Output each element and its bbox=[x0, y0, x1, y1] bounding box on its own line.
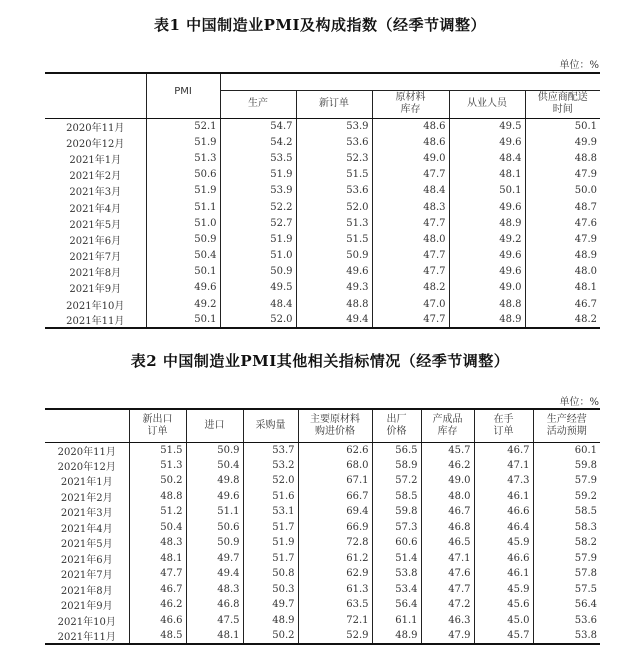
table2-value-cell: 66.7 bbox=[298, 489, 372, 505]
table2-date-cell: 2021年7月 bbox=[60, 570, 113, 582]
table2-value-cell: 46.8 bbox=[421, 520, 474, 536]
table2-value-cell: 45.7 bbox=[474, 628, 533, 644]
table1-date-cell: 2021年1月 bbox=[69, 154, 122, 166]
table2-value-cell: 58.5 bbox=[372, 489, 421, 505]
table2-value-cell: 50.8 bbox=[243, 566, 298, 582]
table2-title: 表2 中国制造业PMI其他相关指标情况（经季节调整） bbox=[130, 352, 510, 370]
table1-value-cell: 48.8 bbox=[296, 296, 372, 312]
table2-value-cell: 61.2 bbox=[298, 551, 372, 567]
table2-date-cell: 2021年10月 bbox=[57, 616, 116, 628]
table1-pmi-components bbox=[45, 72, 600, 329]
table2-value-cell: 52.9 bbox=[298, 628, 372, 644]
table2-value-cell: 45.0 bbox=[474, 613, 533, 629]
table2-value-cell: 58.3 bbox=[533, 520, 600, 536]
table2-value-cell: 60.1 bbox=[533, 442, 600, 458]
table1-value-cell: 48.3 bbox=[372, 199, 449, 215]
table1-value-cell: 48.1 bbox=[525, 280, 600, 296]
table2-value-cell: 50.2 bbox=[243, 628, 298, 644]
table2-value-cell: 47.7 bbox=[129, 566, 186, 582]
table1-value-cell: 48.6 bbox=[372, 134, 449, 150]
table1-value-cell: 51.9 bbox=[220, 167, 296, 183]
table2-row bbox=[45, 613, 600, 629]
table2-row bbox=[45, 597, 600, 613]
table1-value-cell: 49.2 bbox=[449, 231, 525, 247]
table1-row bbox=[45, 118, 600, 134]
table1-value-cell: 47.9 bbox=[525, 167, 600, 183]
table1-value-cell: 49.2 bbox=[146, 296, 220, 312]
table2-value-cell: 63.5 bbox=[298, 597, 372, 613]
table2-value-cell: 48.3 bbox=[129, 535, 186, 551]
table1-value-cell: 47.7 bbox=[372, 248, 449, 264]
table2-value-cell: 59.8 bbox=[372, 504, 421, 520]
table2-row bbox=[45, 520, 600, 536]
table1-row bbox=[45, 248, 600, 264]
table1-value-cell: 48.0 bbox=[372, 231, 449, 247]
table1-value-cell: 51.9 bbox=[146, 134, 220, 150]
table1-header-corner bbox=[45, 73, 146, 118]
table1-row bbox=[45, 296, 600, 312]
table1-value-cell: 51.3 bbox=[296, 215, 372, 231]
table1-value-cell: 48.1 bbox=[449, 167, 525, 183]
table2-value-cell: 51.1 bbox=[186, 504, 243, 520]
table2-date-cell: 2021年9月 bbox=[60, 601, 113, 613]
table1-value-cell: 47.0 bbox=[372, 296, 449, 312]
table1-value-cell: 50.9 bbox=[146, 231, 220, 247]
table1-value-cell: 48.4 bbox=[372, 183, 449, 199]
table1-value-cell: 49.0 bbox=[449, 280, 525, 296]
table1-value-cell: 50.6 bbox=[146, 167, 220, 183]
table1-date-cell: 2021年6月 bbox=[69, 235, 122, 247]
table1-value-cell: 48.4 bbox=[449, 150, 525, 166]
table1-value-cell: 49.5 bbox=[449, 118, 525, 134]
table2-value-cell: 45.9 bbox=[474, 582, 533, 598]
table2-value-cell: 53.1 bbox=[243, 504, 298, 520]
table2-value-cell: 59.2 bbox=[533, 489, 600, 505]
table1-value-cell: 49.6 bbox=[449, 264, 525, 280]
table2-header-cell: 出厂 价格 bbox=[372, 409, 421, 442]
table2-value-cell: 45.7 bbox=[421, 442, 474, 458]
table2-value-cell: 51.7 bbox=[243, 520, 298, 536]
table1-header-raw-inventory: 原材料 库存 bbox=[372, 90, 449, 118]
table2-value-cell: 66.9 bbox=[298, 520, 372, 536]
table1-value-cell: 48.9 bbox=[449, 215, 525, 231]
table2-value-cell: 47.3 bbox=[474, 473, 533, 489]
table2-value-cell: 58.9 bbox=[372, 458, 421, 474]
table2-date-cell: 2021年5月 bbox=[60, 539, 113, 551]
table2-value-cell: 47.2 bbox=[421, 597, 474, 613]
table1-value-cell: 51.0 bbox=[146, 215, 220, 231]
table2-row bbox=[45, 551, 600, 567]
table2-header-cell: 生产经营 活动预期 bbox=[533, 409, 600, 442]
table1-header-pmi: PMI bbox=[146, 73, 220, 118]
table1-value-cell: 46.7 bbox=[525, 296, 600, 312]
table2-value-cell: 53.4 bbox=[372, 582, 421, 598]
table1-value-cell: 47.7 bbox=[372, 312, 449, 328]
table1-unit: 单位：% bbox=[559, 60, 599, 71]
table2-value-cell: 47.1 bbox=[474, 458, 533, 474]
table2-value-cell: 51.6 bbox=[243, 489, 298, 505]
table1-value-cell: 52.3 bbox=[296, 150, 372, 166]
table2-value-cell: 48.3 bbox=[186, 582, 243, 598]
table2-value-cell: 47.5 bbox=[186, 613, 243, 629]
table1-value-cell: 53.6 bbox=[296, 183, 372, 199]
table1-row bbox=[45, 280, 600, 296]
table1-date-cell: 2021年4月 bbox=[69, 203, 122, 215]
table2-value-cell: 56.4 bbox=[533, 597, 600, 613]
table2-value-cell: 49.4 bbox=[186, 566, 243, 582]
table1-value-cell: 52.2 bbox=[220, 199, 296, 215]
table2-date-cell: 2021年4月 bbox=[60, 523, 113, 535]
table1-header-spacer bbox=[220, 73, 600, 90]
table2-value-cell: 57.5 bbox=[533, 582, 600, 598]
table1-value-cell: 50.9 bbox=[220, 264, 296, 280]
table2-value-cell: 50.9 bbox=[186, 442, 243, 458]
table2-value-cell: 57.9 bbox=[533, 551, 600, 567]
table1-value-cell: 53.5 bbox=[220, 150, 296, 166]
table2-value-cell: 49.8 bbox=[186, 473, 243, 489]
table2-other-indicators bbox=[45, 408, 600, 645]
table1-value-cell: 53.9 bbox=[220, 183, 296, 199]
table2-header-cell: 产成品 库存 bbox=[421, 409, 474, 442]
table2-value-cell: 58.5 bbox=[533, 504, 600, 520]
table2-value-cell: 46.1 bbox=[474, 566, 533, 582]
table2-value-cell: 59.8 bbox=[533, 458, 600, 474]
table1-value-cell: 50.1 bbox=[146, 312, 220, 328]
table2-header-cell: 主要原材料 购进价格 bbox=[298, 409, 372, 442]
table1-value-cell: 49.0 bbox=[372, 150, 449, 166]
table2-value-cell: 46.7 bbox=[421, 504, 474, 520]
table2-value-cell: 45.6 bbox=[474, 597, 533, 613]
table1-row bbox=[45, 134, 600, 150]
table1-value-cell: 52.0 bbox=[220, 312, 296, 328]
table2-value-cell: 48.8 bbox=[129, 489, 186, 505]
table2-value-cell: 47.6 bbox=[421, 566, 474, 582]
table1-row bbox=[45, 150, 600, 166]
table2-value-cell: 47.7 bbox=[421, 582, 474, 598]
table1-header-production: 生产 bbox=[220, 90, 296, 118]
table2-unit: 单位：% bbox=[559, 397, 599, 408]
table1-value-cell: 48.2 bbox=[372, 280, 449, 296]
table1-value-cell: 51.3 bbox=[146, 150, 220, 166]
table2-value-cell: 51.7 bbox=[243, 551, 298, 567]
table2-value-cell: 68.0 bbox=[298, 458, 372, 474]
table2-header-cell: 进口 bbox=[186, 409, 243, 442]
table1-value-cell: 48.6 bbox=[372, 118, 449, 134]
table1-value-cell: 49.6 bbox=[146, 280, 220, 296]
table2-value-cell: 58.2 bbox=[533, 535, 600, 551]
table2-value-cell: 49.6 bbox=[186, 489, 243, 505]
table1-value-cell: 49.6 bbox=[449, 248, 525, 264]
table2-value-cell: 50.4 bbox=[186, 458, 243, 474]
table1-value-cell: 48.4 bbox=[220, 296, 296, 312]
table2-value-cell: 46.2 bbox=[421, 458, 474, 474]
table2-date-cell: 2021年2月 bbox=[60, 492, 113, 504]
table2-value-cell: 52.0 bbox=[243, 473, 298, 489]
table2-row bbox=[45, 473, 600, 489]
table1-value-cell: 49.5 bbox=[220, 280, 296, 296]
table1-date-cell: 2021年11月 bbox=[45, 312, 146, 328]
table1-header-delivery-time: 供应商配送 时间 bbox=[525, 90, 600, 118]
table2-value-cell: 56.4 bbox=[372, 597, 421, 613]
table2-value-cell: 72.1 bbox=[298, 613, 372, 629]
table2-value-cell: 48.9 bbox=[372, 628, 421, 644]
table1-row bbox=[45, 231, 600, 247]
table1-value-cell: 51.5 bbox=[296, 231, 372, 247]
table1-value-cell: 48.9 bbox=[449, 312, 525, 328]
table1-value-cell: 49.4 bbox=[296, 312, 372, 328]
table2-value-cell: 50.2 bbox=[129, 473, 186, 489]
table1-row bbox=[45, 199, 600, 215]
table1-date-cell: 2021年3月 bbox=[69, 187, 122, 199]
table1-date-cell: 2021年7月 bbox=[69, 252, 122, 264]
table2-value-cell: 51.9 bbox=[243, 535, 298, 551]
table2-value-cell: 46.5 bbox=[421, 535, 474, 551]
table2-value-cell: 48.5 bbox=[129, 628, 186, 644]
table2-value-cell: 46.6 bbox=[474, 551, 533, 567]
table2-value-cell: 50.4 bbox=[129, 520, 186, 536]
table2-value-cell: 57.9 bbox=[533, 473, 600, 489]
table2-value-cell: 46.4 bbox=[474, 520, 533, 536]
table1-value-cell: 51.0 bbox=[220, 248, 296, 264]
table2-value-cell: 48.0 bbox=[421, 489, 474, 505]
table1-value-cell: 50.1 bbox=[525, 118, 600, 134]
table1-value-cell: 53.6 bbox=[296, 134, 372, 150]
table2-value-cell: 57.3 bbox=[372, 520, 421, 536]
table2-value-cell: 51.2 bbox=[129, 504, 186, 520]
table1-header-employment: 从业人员 bbox=[449, 90, 525, 118]
table1-title: 表1 中国制造业PMI及构成指数（经季节调整） bbox=[153, 16, 487, 34]
table2-header-cell bbox=[45, 409, 129, 442]
table1-value-cell: 50.1 bbox=[146, 264, 220, 280]
table2-value-cell: 50.3 bbox=[243, 582, 298, 598]
table2-row bbox=[45, 489, 600, 505]
table1-row bbox=[45, 215, 600, 231]
table2-row bbox=[45, 535, 600, 551]
table1-value-cell: 53.9 bbox=[296, 118, 372, 134]
table1-row bbox=[45, 167, 600, 183]
table1-value-cell: 47.7 bbox=[372, 167, 449, 183]
table2-value-cell: 46.6 bbox=[129, 613, 186, 629]
table1-value-cell: 48.2 bbox=[525, 312, 600, 328]
table2-date-cell: 2020年11月 bbox=[57, 446, 116, 458]
table2-header-cell: 新出口 订单 bbox=[129, 409, 186, 442]
table2-value-cell: 69.4 bbox=[298, 504, 372, 520]
table2-value-cell: 48.9 bbox=[243, 613, 298, 629]
table2-value-cell: 48.1 bbox=[129, 551, 186, 567]
table2-value-cell: 47.9 bbox=[421, 628, 474, 644]
table1-date-cell: 2021年8月 bbox=[69, 268, 122, 280]
table1-value-cell: 50.9 bbox=[296, 248, 372, 264]
table2-value-cell: 46.3 bbox=[421, 613, 474, 629]
table2-date-cell: 2021年1月 bbox=[60, 477, 113, 489]
table2-value-cell: 62.6 bbox=[298, 442, 372, 458]
table2-value-cell: 48.1 bbox=[186, 628, 243, 644]
table1-value-cell: 49.6 bbox=[449, 199, 525, 215]
table2-value-cell: 51.4 bbox=[372, 551, 421, 567]
table2-value-cell: 60.6 bbox=[372, 535, 421, 551]
table2-value-cell: 46.7 bbox=[129, 582, 186, 598]
table2-value-cell: 47.1 bbox=[421, 551, 474, 567]
table2-value-cell: 46.8 bbox=[186, 597, 243, 613]
table1-header-new-orders: 新订单 bbox=[296, 90, 372, 118]
table2-value-cell: 45.9 bbox=[474, 535, 533, 551]
table1-value-cell: 47.6 bbox=[525, 215, 600, 231]
table2-value-cell: 46.7 bbox=[474, 442, 533, 458]
table1-value-cell: 47.9 bbox=[525, 231, 600, 247]
table2-value-cell: 72.8 bbox=[298, 535, 372, 551]
table2-row bbox=[45, 442, 600, 458]
table1-value-cell: 48.7 bbox=[525, 199, 600, 215]
table2-value-cell: 49.7 bbox=[243, 597, 298, 613]
table2-date-cell: 2020年12月 bbox=[57, 461, 116, 473]
table2-value-cell: 49.0 bbox=[421, 473, 474, 489]
table2-value-cell: 57.8 bbox=[533, 566, 600, 582]
table1-value-cell: 51.1 bbox=[146, 199, 220, 215]
table2-value-cell: 51.5 bbox=[129, 442, 186, 458]
table1-value-cell: 51.9 bbox=[146, 183, 220, 199]
table2-value-cell: 61.1 bbox=[372, 613, 421, 629]
table2-value-cell: 53.8 bbox=[533, 628, 600, 644]
table2-value-cell: 53.2 bbox=[243, 458, 298, 474]
table1-value-cell: 48.8 bbox=[525, 150, 600, 166]
table1-value-cell: 50.0 bbox=[525, 183, 600, 199]
table1-row bbox=[45, 183, 600, 199]
table1-value-cell: 47.7 bbox=[372, 264, 449, 280]
table2-date-cell: 2021年11月 bbox=[45, 628, 129, 644]
table1-date-cell: 2021年2月 bbox=[69, 171, 122, 183]
table1-value-cell: 51.9 bbox=[220, 231, 296, 247]
table2-row bbox=[45, 628, 600, 644]
table1-date-cell: 2020年11月 bbox=[66, 122, 125, 134]
table2-row bbox=[45, 566, 600, 582]
table2-header-cell: 在手 订单 bbox=[474, 409, 533, 442]
table2-date-cell: 2021年3月 bbox=[60, 508, 113, 520]
table2-value-cell: 57.2 bbox=[372, 473, 421, 489]
table2-value-cell: 49.7 bbox=[186, 551, 243, 567]
table2-value-cell: 53.7 bbox=[243, 442, 298, 458]
table2-value-cell: 53.8 bbox=[372, 566, 421, 582]
table1-value-cell: 47.7 bbox=[372, 215, 449, 231]
table1-value-cell: 48.0 bbox=[525, 264, 600, 280]
table1-value-cell: 50.1 bbox=[449, 183, 525, 199]
table1-row bbox=[45, 312, 600, 328]
table2-value-cell: 50.6 bbox=[186, 520, 243, 536]
table2-value-cell: 62.9 bbox=[298, 566, 372, 582]
table1-value-cell: 49.9 bbox=[525, 134, 600, 150]
table1-row bbox=[45, 264, 600, 280]
table1-date-cell: 2021年10月 bbox=[66, 300, 125, 312]
table1-value-cell: 54.7 bbox=[220, 118, 296, 134]
table1-value-cell: 50.4 bbox=[146, 248, 220, 264]
table2-value-cell: 46.2 bbox=[129, 597, 186, 613]
table1-value-cell: 52.7 bbox=[220, 215, 296, 231]
table2-row bbox=[45, 504, 600, 520]
table2-header-cell: 采购量 bbox=[243, 409, 298, 442]
table2-row bbox=[45, 582, 600, 598]
table1-date-cell: 2021年5月 bbox=[69, 219, 122, 231]
table2-date-cell: 2021年8月 bbox=[60, 585, 113, 597]
table2-value-cell: 53.6 bbox=[533, 613, 600, 629]
table1-value-cell: 52.1 bbox=[146, 118, 220, 134]
table1-value-cell: 51.5 bbox=[296, 167, 372, 183]
table1-value-cell: 52.0 bbox=[296, 199, 372, 215]
table1-value-cell: 54.2 bbox=[220, 134, 296, 150]
table1-value-cell: 48.9 bbox=[525, 248, 600, 264]
table1-date-cell: 2020年12月 bbox=[66, 138, 125, 150]
table2-value-cell: 67.1 bbox=[298, 473, 372, 489]
table2-row bbox=[45, 458, 600, 474]
table2-value-cell: 46.6 bbox=[474, 504, 533, 520]
table2-value-cell: 56.5 bbox=[372, 442, 421, 458]
table1-value-cell: 48.8 bbox=[449, 296, 525, 312]
table2-value-cell: 46.1 bbox=[474, 489, 533, 505]
table2-value-cell: 51.3 bbox=[129, 458, 186, 474]
table2-value-cell: 61.3 bbox=[298, 582, 372, 598]
table1-value-cell: 49.6 bbox=[296, 264, 372, 280]
table1-value-cell: 49.3 bbox=[296, 280, 372, 296]
table2-date-cell: 2021年6月 bbox=[60, 554, 113, 566]
table1-date-cell: 2021年9月 bbox=[69, 284, 122, 296]
table1-value-cell: 49.6 bbox=[449, 134, 525, 150]
table2-value-cell: 50.9 bbox=[186, 535, 243, 551]
